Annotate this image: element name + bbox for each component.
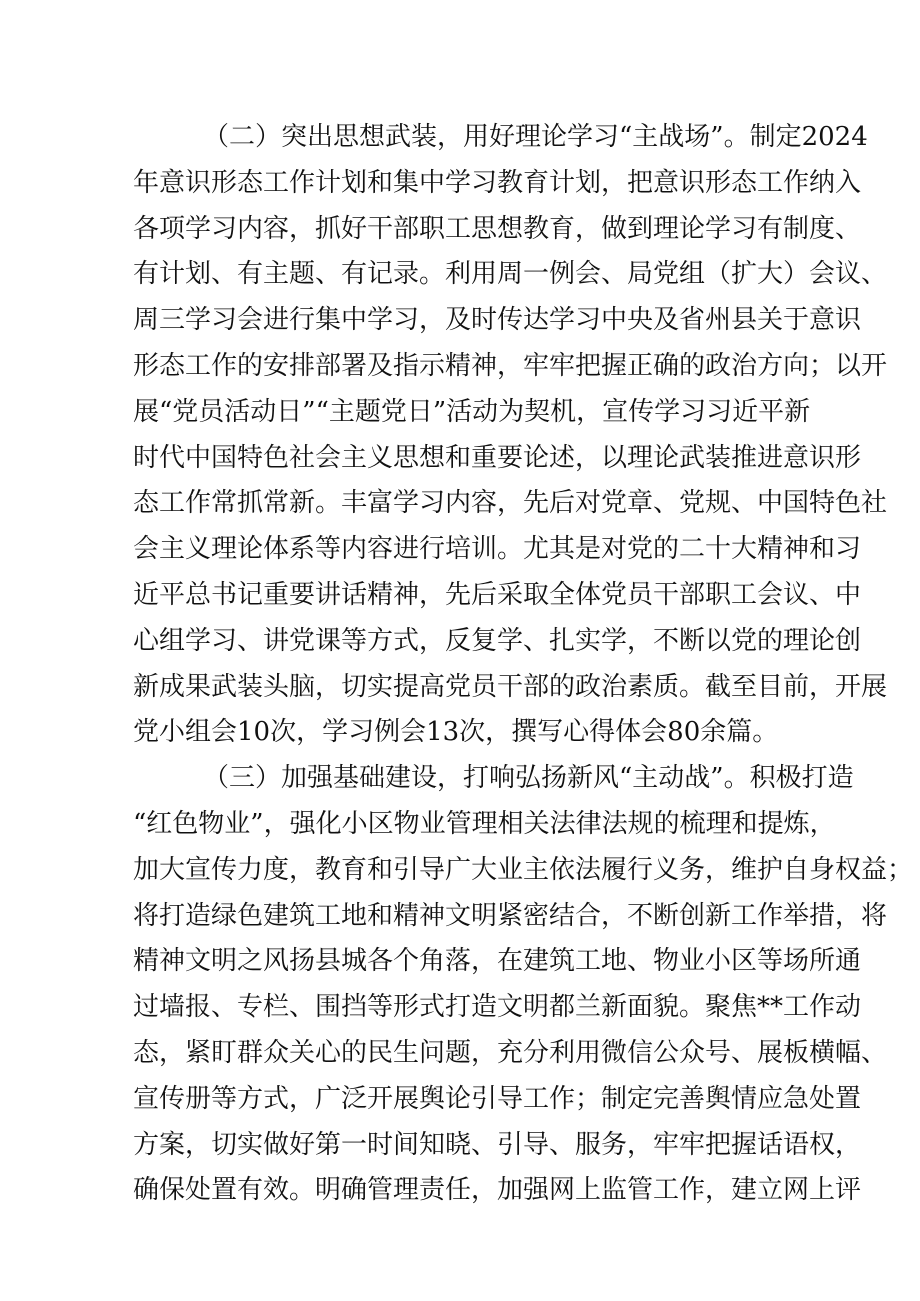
paragraph-1-line-4: 有计划、有主题、有记录。利用周一例会、局党组（扩大）会议、 (133, 259, 888, 290)
paragraph-1-line-3: 各项学习内容，抓好干部职工思想教育，做到理论学习有制度、 (133, 213, 862, 244)
paragraph-1-line-9: 态工作常抓常新。丰富学习内容，先后对党章、党规、中国特色社 (133, 488, 888, 519)
paragraph-1-line-7: 展“党员活动日”“主题党日”活动为契机，宣传学习习近平新 (133, 396, 811, 427)
paragraph-2-line-1: （三）加强基础建设，打响弘扬新风“主动战”。积极打造 (203, 763, 854, 794)
paragraph-2-line-7: 态，紧盯群众关心的民生问题，充分利用微信公众号、展板横幅、 (133, 1037, 888, 1068)
paragraph-2-line-2: “红色物业”，强化小区物业管理相关法律法规的梳理和提炼， (133, 808, 836, 839)
paragraph-2-line-3: 加大宣传力度，教育和引导广大业主依法履行义务，维护自身权益； (133, 854, 914, 885)
paragraph-2-line-9: 方案，切实做好第一时间知晓、引导、服务，牢牢把握话语权， (133, 1129, 862, 1160)
paragraph-1-line-10: 会主义理论体系等内容进行培训。尤其是对党的二十大精神和习 (133, 534, 862, 565)
paragraph-1-line-14: 党小组会10次，学习例会13次，撰写心得体会80余篇。 (133, 717, 779, 748)
paragraph-2-line-5: 精神文明之风扬县城各个角落，在建筑工地、物业小区等场所通 (133, 946, 862, 977)
paragraph-2-line-6: 过墙报、专栏、围挡等形式打造文明都兰新面貌。聚焦**工作动 (133, 992, 862, 1023)
paragraph-1-line-6: 形态工作的安排部署及指示精神，牢牢把握正确的政治方向；以开 (133, 350, 888, 381)
paragraph-1-line-12: 心组学习、讲党课等方式，反复学、扎实学，不断以党的理论创 (133, 625, 862, 656)
paragraph-2-line-10: 确保处置有效。明确管理责任，加强网上监管工作，建立网上评 (133, 1175, 862, 1206)
paragraph-1-line-2: 年意识形态工作计划和集中学习教育计划，把意识形态工作纳入 (133, 167, 862, 198)
paragraph-1-line-13: 新成果武装头脑，切实提高党员干部的政治素质。截至目前，开展 (133, 671, 888, 702)
paragraph-1-line-1: （二）突出思想武装，用好理论学习“主战场”。制定2024 (203, 122, 868, 152)
document-body (133, 115, 914, 1214)
paragraph-1-line-11: 近平总书记重要讲话精神，先后采取全体党员干部职工会议、中 (133, 579, 862, 610)
paragraph-1-line-8: 时代中国特色社会主义思想和重要论述，以理论武装推进意识形 (133, 442, 862, 473)
paragraph-2-line-4: 将打造绿色建筑工地和精神文明紧密结合，不断创新工作举措，将 (133, 900, 888, 931)
paragraph-2-line-8: 宣传册等方式，广泛开展舆论引导工作；制定完善舆情应急处置 (133, 1083, 862, 1114)
paragraph-1-line-5: 周三学习会进行集中学习，及时传达学习中央及省州县关于意识 (133, 305, 862, 336)
